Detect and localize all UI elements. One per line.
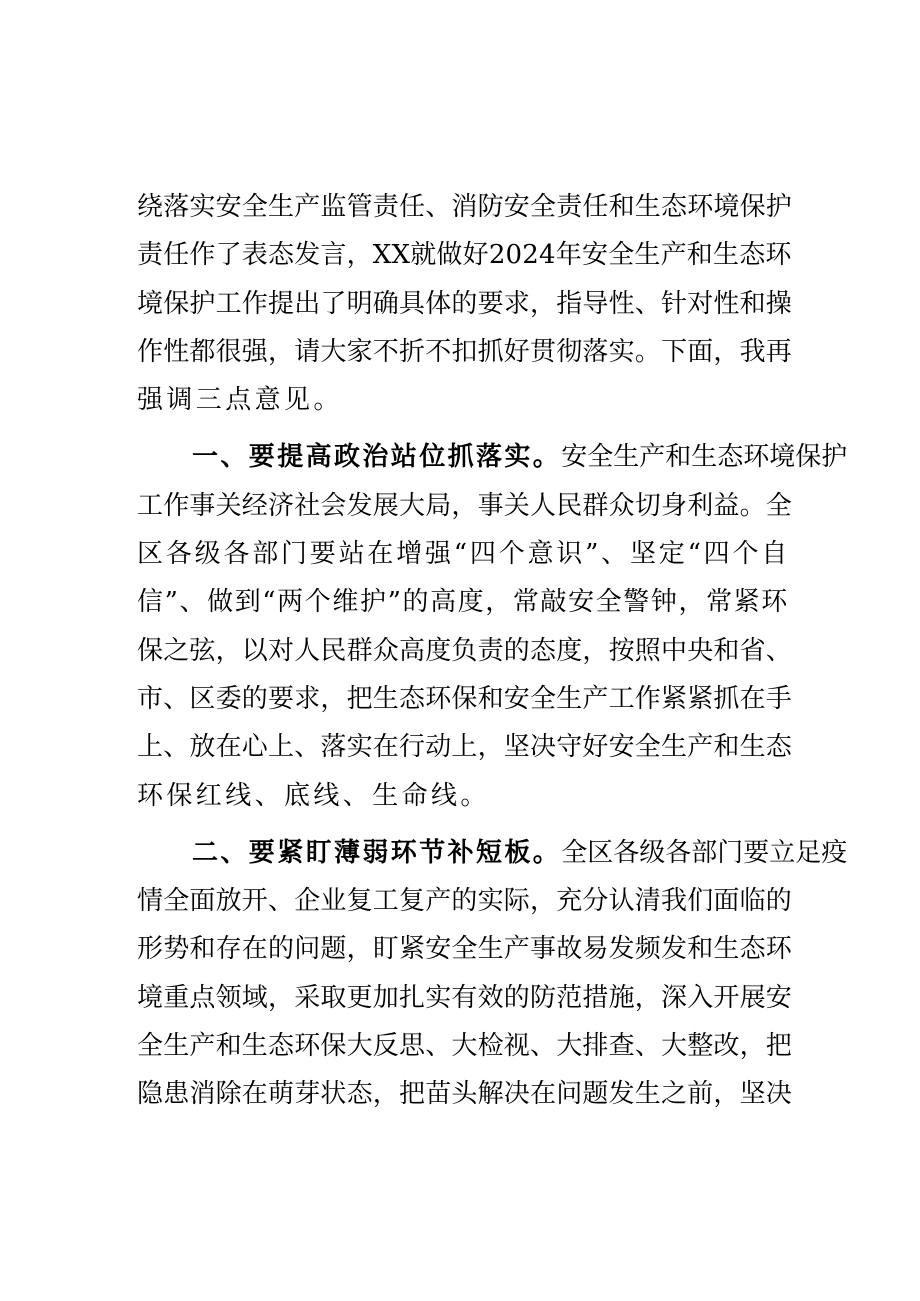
text-line: 安全生产和生态环境保护	[561, 442, 848, 473]
text-line: 市、区委的要求，把生态环保和安全生产工作紧紧抓在手	[137, 683, 793, 714]
text-line: 形势和存在的问题，盯紧安全生产事故易发频发和生态环	[137, 934, 793, 965]
text-line: 全生产和生态环保大反思、大检视、大排查、大整改，把	[137, 1031, 793, 1062]
text-line: 信”、做到“两个维护”的高度，常敲安全警钟，常紧环	[137, 587, 789, 618]
text-line: 工作事关经济社会发展大局，事关人民群众切身利益。全	[137, 490, 793, 521]
text-line: 保之弦，以对人民群众高度负责的态度，按照中央和省、	[137, 635, 793, 666]
document-body	[137, 183, 848, 1119]
text-line: 隐患消除在萌芽状态，把苗头解决在问题发生之前，坚决	[137, 1079, 793, 1110]
text-line: 作性都很强，请大家不折不扣抓好贯彻落实。下面，我再	[137, 336, 793, 367]
paragraph-point-two	[137, 829, 848, 1119]
text-line: 境保护工作提出了明确具体的要求，指导性、针对性和操	[137, 288, 793, 319]
text-line: 责任作了表态发言，XX就做好2024年安全生产和生态环	[137, 240, 792, 271]
paragraph-intro	[137, 183, 792, 424]
paragraph-point-one	[137, 433, 848, 819]
text-line: 强调三点意见。	[137, 385, 343, 416]
text-line: 情全面放开、企业复工复产的实际，充分认清我们面临的	[137, 886, 793, 917]
text-line: 区各级各部门要站在增强“四个意识”、坚定“四个自	[137, 539, 791, 570]
text-line: 绕落实安全生产监管责任、消防安全责任和生态环境保护	[137, 192, 793, 222]
text-line: 全区各级各部门要立足疫	[561, 837, 848, 868]
section-heading-one: 一、要提高政治站位抓落实。	[192, 442, 562, 473]
text-line: 上、放在心上、落实在行动上，坚决守好安全生产和生态	[137, 732, 793, 763]
text-line: 环保红线、底线、生命线。	[137, 780, 490, 811]
text-line: 境重点领域，采取更加扎实有效的防范措施，深入开展安	[137, 982, 793, 1013]
section-heading-two: 二、要紧盯薄弱环节补短板。	[192, 837, 562, 868]
